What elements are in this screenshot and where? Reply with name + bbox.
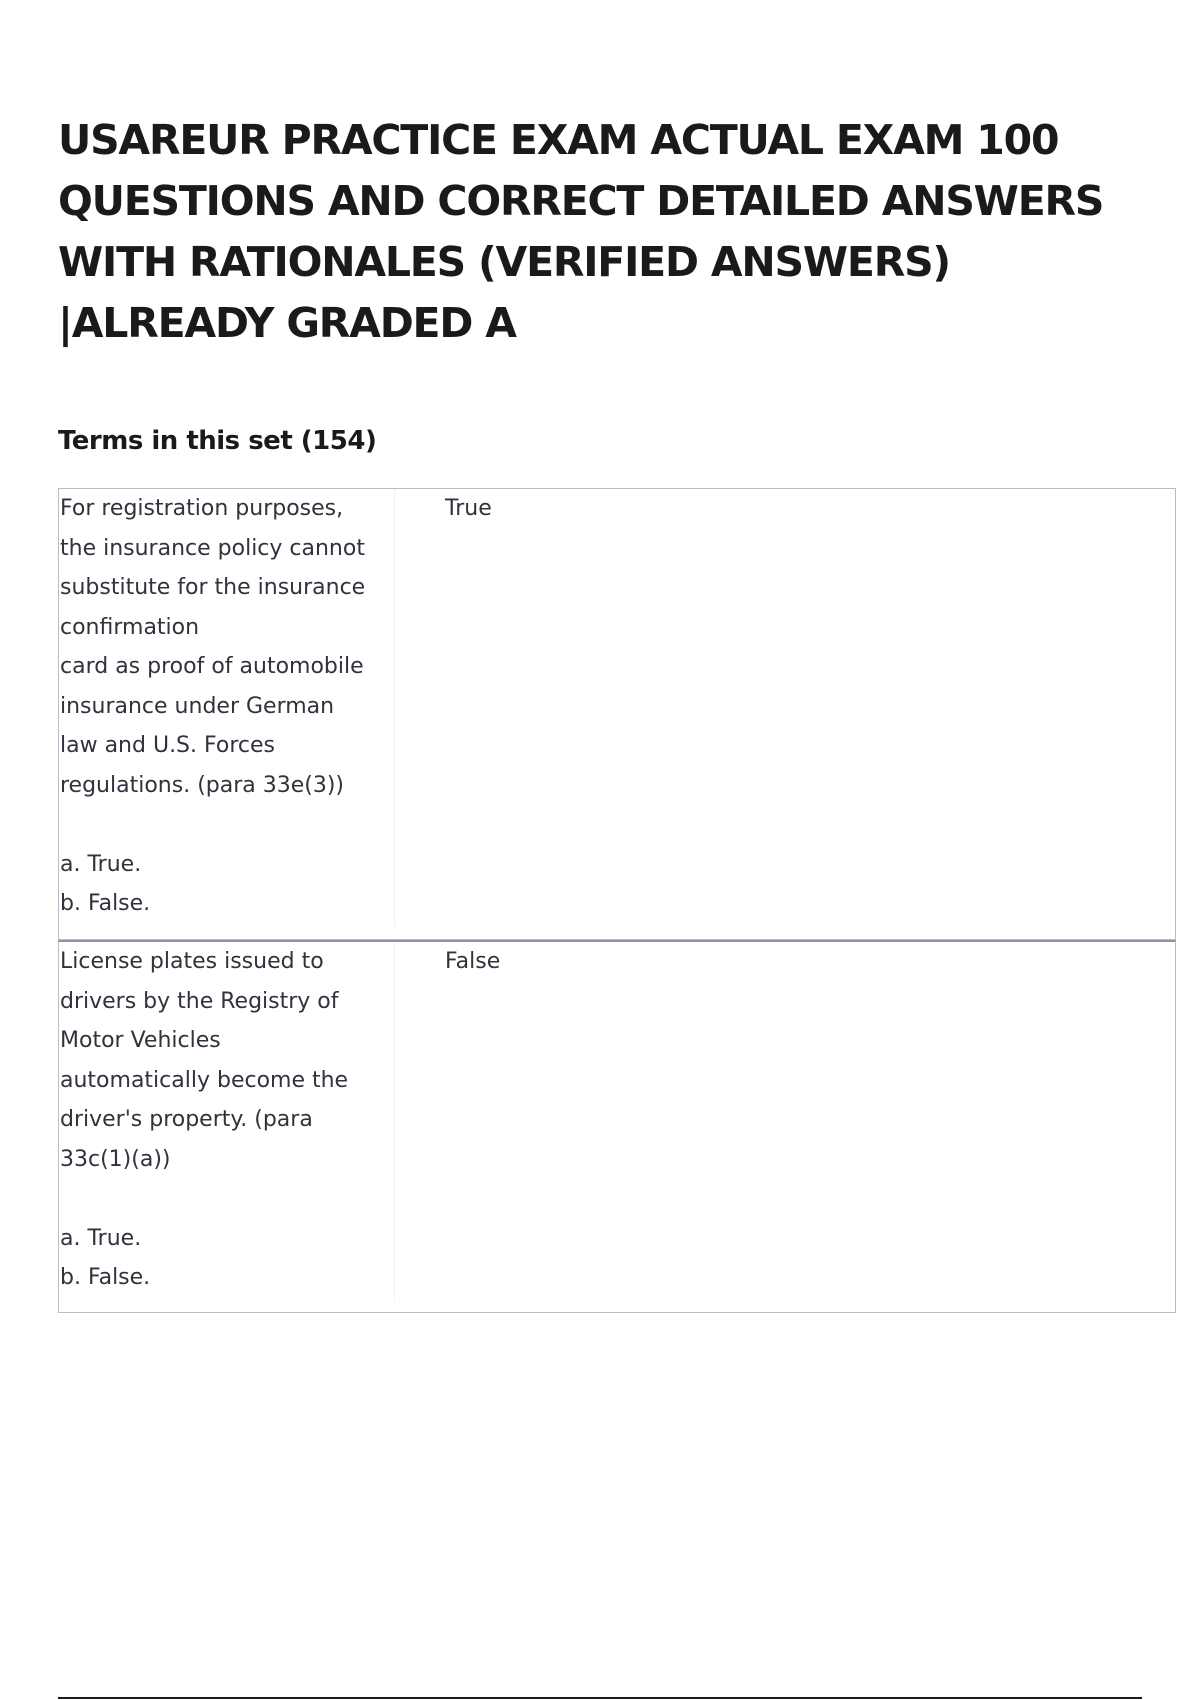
document-title: USAREUR PRACTICE EXAM ACTUAL EXAM 100 QUESTIONS AND CORRECT DETAILED ANSWERS WITH RATIONALES (VERIFIED ANSWERS) |ALREADY GRADED A (58, 116, 1104, 347)
term-answer: True (445, 496, 492, 521)
term-row (58, 940, 1176, 1313)
term-row (58, 488, 1176, 940)
term-answer: False (445, 949, 501, 974)
term-question: License plates issued to drivers by the Registry of Motor Vehicles automatically become the driver's property. (para 33c(1)(a)) a. True. b. False. (59, 942, 395, 1300)
term-question: For registration purposes, the insurance policy cannot substitute for the insurance confirmation card as proof of automobile insurance under German law and U.S. Forces regulations. (para 33e(3)) a. True. b. False. (59, 489, 395, 927)
terms-count-heading: Terms in this set (154) (58, 426, 377, 456)
footer-divider (58, 1697, 1142, 1699)
terms-table (58, 488, 1176, 1313)
